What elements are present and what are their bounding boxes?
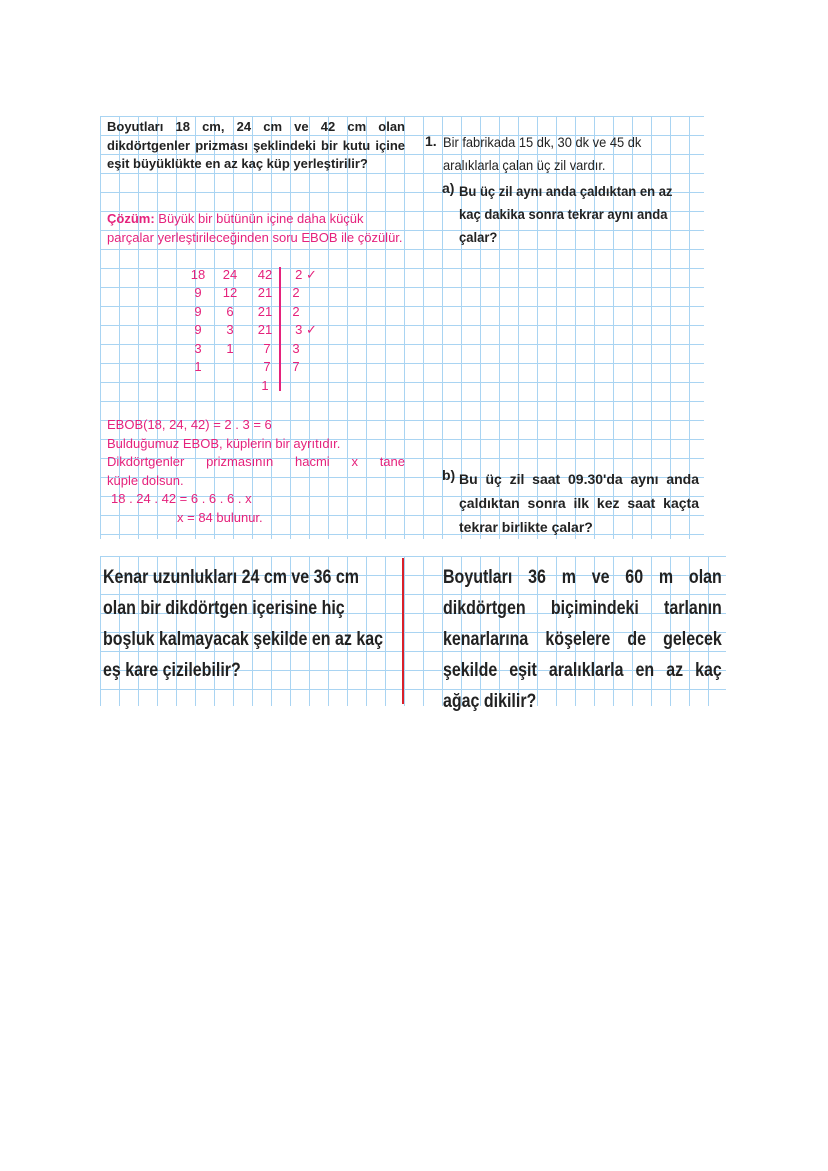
div-cell: 2	[292, 285, 300, 300]
red-divider	[402, 558, 404, 704]
div-cell: 42	[257, 267, 273, 282]
div-cell: 9	[194, 322, 202, 337]
div-cell: 7	[263, 341, 271, 356]
div-cell: 3 ✓	[295, 322, 317, 337]
result-line: EBOB(18, 24, 42) = 2 . 3 = 6	[107, 417, 272, 432]
result-line: x = 84 bulunur.	[177, 509, 263, 525]
div-cell: 2	[292, 304, 300, 319]
problem4-text: Boyutları 36 m ve 60 m olan dikdörtgen biçimindeki tarlanın kenarlarına köşelere de gelecek şekilde eşit aralıklarla en az kaç ağaç dikilir?	[443, 566, 722, 712]
div-cell: 7	[263, 359, 271, 374]
div-cell: 1	[194, 359, 202, 374]
problem1-question: Boyutları 18 cm, 24 cm ve 42 cm olan dikdörtgenler prizması şeklindeki bir kutu içine eşit büyüklükte en az kaç küp yerleştirilir?	[107, 119, 405, 171]
solution-text: Büyük bir bütünün içine daha küçük parçalar yerleştirileceğinden soru EBOB ile çözülür.	[107, 211, 403, 245]
problem1-solution	[107, 210, 405, 247]
div-cell: 21	[257, 285, 273, 300]
division-line	[279, 267, 281, 391]
div-cell: 2 ✓	[295, 267, 317, 282]
div-cell: 1	[261, 378, 269, 393]
div-cell: 21	[257, 304, 273, 319]
problem2-intro: Bir fabrikada 15 dk, 30 dk ve 45 dk aralıklarla çalan üç zil vardır.	[443, 134, 642, 173]
div-cell: 21	[257, 322, 273, 337]
div-cell: 18	[190, 267, 206, 282]
result-line: 18 . 24 . 42 = 6 . 6 . 6 . x	[111, 491, 252, 507]
problem2-number: 1.	[425, 133, 437, 149]
div-cell: 9	[194, 285, 202, 300]
result-line: Dikdörtgenler prizmasının hacmi x tane	[107, 454, 405, 470]
solution-label: Çözüm:	[107, 211, 155, 226]
div-cell: 12	[222, 285, 238, 300]
div-cell: 6	[226, 304, 234, 319]
div-cell: 3	[226, 322, 234, 337]
div-cell: 3	[292, 341, 300, 356]
problem2-part-a: Bu üç zil aynı anda çaldıktan en az kaç dakika sonra tekrar aynı anda çalar?	[459, 183, 673, 245]
problem2-part-b: Bu üç zil saat 09.30'da aynı anda çaldıktan sonra ilk kez saat kaçta tekrar birlikte çalar?	[459, 471, 699, 535]
problem2-part-a-label: a)	[442, 180, 455, 196]
div-cell: 24	[222, 267, 238, 282]
div-cell: 1	[226, 341, 234, 356]
result-line: Bulduğumuz EBOB, küplerin bir ayrıtıdır.	[107, 435, 341, 451]
result-line: küple dolsun.	[107, 472, 184, 488]
problem2-part-b-label: b)	[442, 467, 456, 483]
div-cell: 7	[292, 359, 300, 374]
div-cell: 3	[194, 341, 202, 356]
div-cell: 9	[194, 304, 202, 319]
problem1-result	[107, 416, 405, 528]
problem3-text: Kenar uzunlukları 24 cm ve 36 cm olan bir dikdörtgen içerisine hiç boşluk kalmayacak şekilde en az kaç eş kare çizilebilir?	[103, 566, 384, 681]
